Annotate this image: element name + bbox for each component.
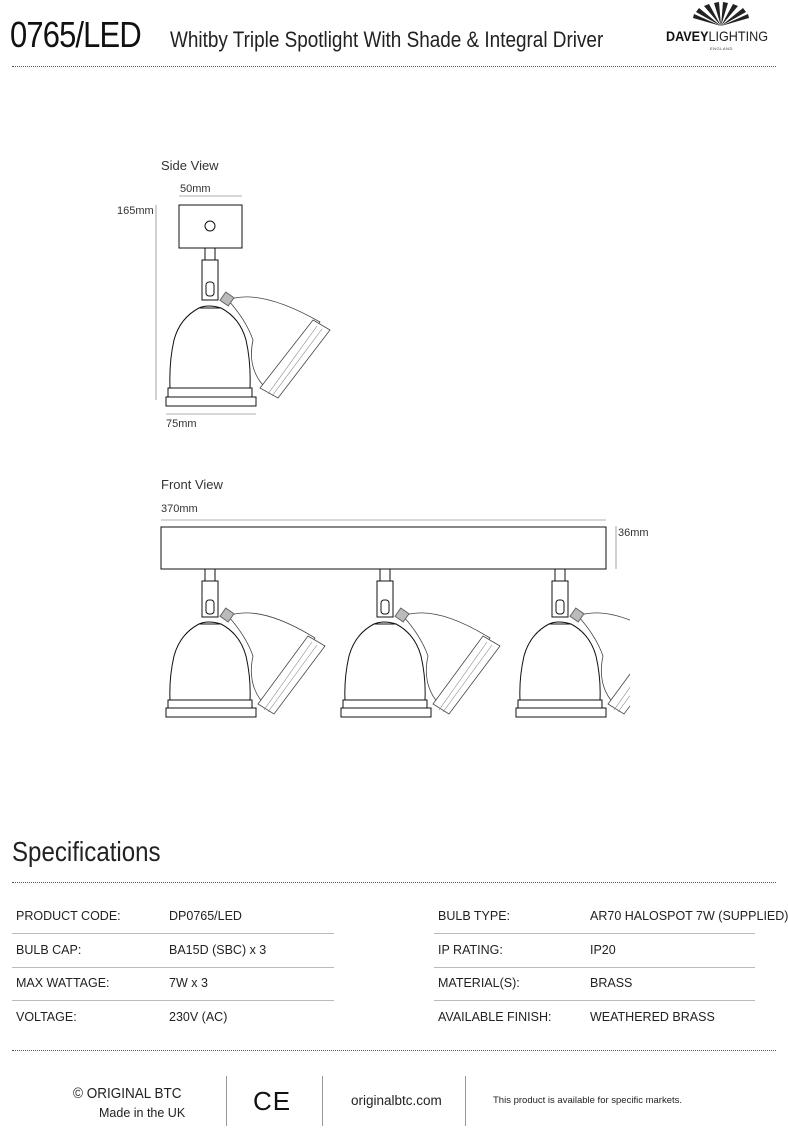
spec-value: 230V (AC): [169, 1010, 228, 1024]
front-view-height: 36mm: [618, 527, 649, 539]
footer-made-in: Made in the UK: [99, 1106, 186, 1120]
footer-separator: [322, 1076, 323, 1126]
spec-key: MAX WATTAGE:: [16, 976, 110, 990]
spec-value: 7W x 3: [169, 976, 208, 990]
spec-row-bulb-cap: [12, 934, 334, 968]
spec-row-ip-rating: [434, 934, 755, 968]
brand-name-bold: DAVEY: [666, 28, 709, 44]
spec-key: BULB CAP:: [16, 943, 82, 957]
spec-value: BA15D (SBC) x 3: [169, 943, 267, 957]
spec-key: IP RATING:: [438, 943, 503, 957]
spec-row-materials: [434, 967, 755, 1001]
footer-brand: © ORIGINAL BTC: [73, 1085, 182, 1102]
spec-value: AR70 HALOSPOT 7W (SUPPLIED): [590, 909, 788, 923]
spec-value: BRASS: [590, 976, 633, 990]
spec-row-voltage: [12, 1001, 334, 1034]
footer-website-link[interactable]: originalbtc.com: [351, 1093, 442, 1108]
front-view-drawing: [150, 512, 630, 727]
specifications-heading: Specifications: [12, 836, 161, 867]
side-view-top-width: 50mm: [180, 183, 211, 195]
brand-logo: [662, 2, 780, 54]
front-view-label: Front View: [161, 477, 223, 492]
side-view-height: 165mm: [117, 205, 154, 217]
side-view-label: Side View: [161, 158, 219, 173]
footer-separator: [465, 1076, 466, 1126]
spec-bottom-divider: [12, 1050, 776, 1051]
footer-note: This product is available for specific markets.: [493, 1095, 683, 1106]
side-view-drawing: [150, 190, 350, 420]
spec-top-divider: [12, 882, 776, 883]
spec-key: PRODUCT CODE:: [16, 909, 121, 923]
header-divider: [12, 66, 776, 67]
spec-key: MATERIAL(S):: [438, 976, 520, 990]
brand-country: ENGLAND: [710, 46, 733, 51]
spec-row-finish: [434, 1001, 755, 1034]
spec-key: AVAILABLE FINISH:: [438, 1010, 552, 1024]
side-view-bottom-width: 75mm: [166, 418, 197, 430]
front-view-width: 370mm: [161, 503, 198, 515]
spec-key: VOLTAGE:: [16, 1010, 77, 1024]
ce-mark-icon: CE: [253, 1086, 292, 1116]
product-code: 0765/LED: [10, 14, 141, 55]
footer-separator: [226, 1076, 227, 1126]
spec-key: BULB TYPE:: [438, 909, 511, 923]
spec-value: WEATHERED BRASS: [590, 1010, 715, 1024]
spec-row-max-wattage: [12, 967, 334, 1001]
fan-logo-icon: [662, 2, 780, 28]
spec-value: DP0765/LED: [169, 909, 242, 923]
product-title: Whitby Triple Spotlight With Shade & Integral Driver: [170, 27, 604, 52]
spec-row-bulb-type: [434, 900, 788, 934]
brand-name-light: LIGHTING: [708, 28, 768, 44]
spec-row-product-code: [12, 900, 334, 934]
spec-value: IP20: [590, 943, 616, 957]
